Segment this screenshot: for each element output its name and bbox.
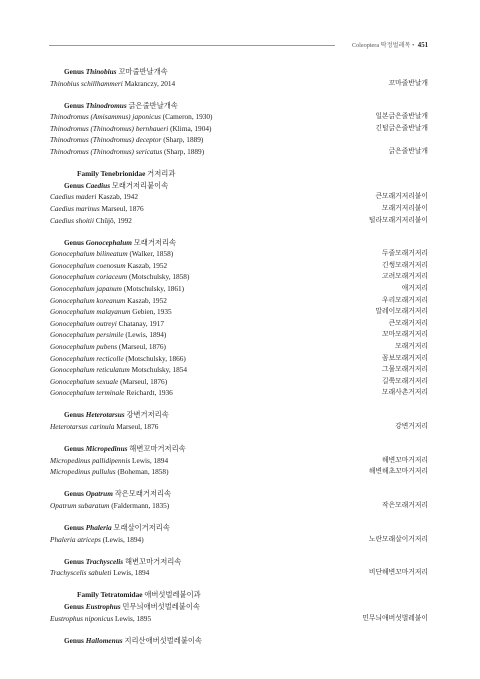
species-korean-name: 긁은줄반날개: [388, 148, 428, 156]
taxon-block: [50, 443, 428, 478]
species-korean-name: 큰모래거저리붙이: [375, 193, 428, 201]
korean-name: 강변거저리속: [126, 410, 169, 420]
taxon-block: [50, 66, 428, 89]
species-name: Gonocephalum koreanum: [50, 295, 126, 305]
taxon-name: Tetratomidae: [100, 590, 143, 600]
korean-name: 해변꼬마거저리속: [129, 444, 186, 454]
species-entry: [50, 341, 166, 353]
species-author: (Klima, 1904): [170, 123, 212, 133]
species-row: [50, 295, 428, 307]
species-name: Thinodromus (Amisammus) japonicus: [50, 112, 161, 122]
korean-name: 모래거저리속: [133, 237, 177, 247]
korean-name: 작은모래거저리속: [114, 489, 172, 499]
species-row: [50, 364, 428, 376]
species-korean-name: 애거저리: [401, 285, 428, 292]
species-row: [50, 455, 428, 467]
species-name: Thinodromus (Thinodromus) sericatus: [50, 147, 163, 157]
species-author: Kaszab, 1952: [127, 260, 168, 270]
species-row: [50, 353, 428, 365]
species-row: [50, 466, 428, 478]
species-entry: [50, 134, 203, 146]
species-korean-name: 모래거저리: [395, 342, 428, 350]
species-row: [50, 203, 428, 215]
genus-heading: [50, 180, 428, 192]
genus-heading: [50, 409, 428, 421]
species-author: (Boheman, 1858): [117, 467, 169, 477]
species-author: Marseul, 1876: [101, 203, 144, 213]
rank-label: Genus: [64, 523, 84, 533]
species-author: (Lewis, 1894): [102, 534, 144, 544]
species-row: [50, 78, 428, 90]
species-korean-name: 그물모래거저리: [382, 366, 428, 374]
species-author: Marseul, 1876: [116, 422, 159, 432]
species-author: Chatanay, 1917: [118, 318, 164, 328]
rank-label: Genus: [64, 67, 84, 76]
korean-name: 모래살이거저리속: [113, 523, 170, 533]
rank-label: Genus: [64, 602, 84, 612]
species-author: Kaszab, 1952: [127, 295, 167, 305]
species-row: [50, 271, 428, 283]
genus-heading: [50, 522, 428, 534]
species-row: [50, 341, 428, 353]
species-entry: [50, 111, 213, 123]
species-name: Micropedinus pullulus: [50, 467, 116, 477]
species-row: [50, 500, 428, 512]
species-entry: [50, 329, 166, 341]
genus-heading: [50, 66, 428, 78]
header-separator: •: [412, 42, 415, 49]
rank-label: Genus: [64, 444, 84, 454]
species-name: Caedius maderi: [50, 192, 97, 202]
species-row: [50, 260, 428, 272]
species-entry: [50, 203, 144, 215]
species-entry: [50, 567, 149, 579]
species-korean-name: 꼬마모래거저리: [382, 331, 428, 339]
taxon-block: [50, 100, 428, 158]
korean-name: 긁은줄반날개속: [128, 100, 178, 110]
species-author: (Faldermann, 1835): [111, 501, 170, 510]
species-korean-name: 꼼보모래거저리: [382, 354, 428, 362]
species-entry: [50, 78, 175, 90]
taxon-name: Trachyscelis: [85, 556, 124, 566]
korean-name: 민무늬애버섯벌레붙이속: [122, 602, 200, 612]
species-row: [50, 248, 428, 260]
rank-label: Genus: [64, 556, 84, 566]
korean-name: 거저리과: [147, 169, 176, 179]
taxon-name: Eustrophus: [85, 602, 121, 612]
taxon-name: Heterotarsus: [85, 410, 125, 420]
species-entry: [50, 364, 187, 376]
running-head: [352, 40, 428, 49]
page-number: 451: [417, 42, 428, 49]
species-author: (Sharp, 1889): [164, 147, 205, 157]
genus-heading: [50, 237, 428, 249]
species-author: (Sharp, 1889): [163, 135, 204, 145]
species-author: Lewis, 1894: [132, 455, 169, 465]
genus-heading: [50, 100, 428, 112]
species-author: Makranczy, 2014: [124, 78, 176, 88]
species-row: [50, 613, 428, 625]
species-entry: [50, 271, 189, 283]
species-row: [50, 283, 428, 295]
species-korean-name: 긴털긁은줄반날개: [375, 124, 428, 132]
korean-name: 모래거저리붙이속: [111, 180, 169, 190]
species-row: [50, 329, 428, 341]
species-name: Gonocephalum malayanum: [50, 307, 131, 317]
rank-label: Genus: [64, 410, 84, 420]
korean-name: 꼬마줄반날개속: [118, 67, 168, 76]
species-entry: [50, 500, 169, 512]
species-korean-name: 강변거저리: [395, 423, 428, 431]
species-row: [50, 146, 428, 158]
taxon-block: [50, 237, 428, 399]
korean-name: 해변꼬마거저리속: [124, 556, 182, 566]
family-heading: [50, 589, 428, 601]
species-korean-name: 모래사촌거저리: [382, 389, 428, 397]
species-row: [50, 567, 428, 579]
genus-heading: [50, 635, 428, 647]
species-row: [50, 134, 428, 146]
species-name: Eustrophus niponicus: [50, 613, 114, 623]
species-korean-name: 비단해변꼬마거저리: [368, 569, 428, 577]
species-author: Motschulsky, 1854: [131, 365, 188, 375]
species-entry: [50, 353, 186, 365]
species-author: (Marseul, 1876): [120, 376, 168, 386]
korean-name: 지리산애버섯벌레붙이속: [124, 635, 202, 645]
species-korean-name: 고려모래거저리: [382, 273, 428, 281]
species-row: [50, 111, 428, 123]
header-rule: [49, 45, 335, 46]
species-name: Gonocephalum sexuale: [50, 376, 119, 386]
species-korean-name: 큰모래거저리: [388, 319, 428, 327]
species-entry: [50, 306, 172, 318]
taxon-name: Caedius: [85, 180, 111, 190]
species-entry: [50, 146, 204, 158]
species-author: (Marseul, 1876): [118, 341, 166, 351]
species-author: Lewis, 1895: [115, 613, 152, 623]
species-korean-name: 작은모래거저리: [382, 502, 428, 509]
taxon-block: [50, 168, 428, 226]
checklist: [50, 66, 428, 657]
species-name: Heterotarsus carinula: [50, 422, 115, 432]
species-name: Gonocephalum bilineatum: [50, 249, 128, 259]
rank-label: Genus: [64, 237, 84, 247]
species-name: Gonocephalum terminale: [50, 388, 125, 398]
taxon-name: Phaleria: [85, 523, 112, 533]
species-name: Micropedinus pallidipennis: [50, 455, 131, 465]
rank-label: Genus: [64, 100, 84, 110]
species-name: Caedius marinus: [50, 203, 100, 213]
taxon-name: Micropedinus: [85, 444, 128, 454]
taxon-name: Thinodromus: [85, 100, 127, 110]
rank-label: Genus: [64, 635, 84, 645]
species-entry: [50, 215, 132, 227]
species-entry: [50, 283, 184, 295]
rank-label: Family: [77, 169, 99, 179]
species-name: Gonocephalum reticulatum: [50, 365, 130, 375]
species-korean-name: 노란모래살이거저리: [368, 535, 428, 543]
species-entry: [50, 260, 167, 272]
taxon-block: [50, 556, 428, 579]
taxon-name: Thinobius: [85, 67, 117, 76]
species-author: (Motschulsky, 1866): [125, 353, 186, 363]
species-name: Gonocephalum persimile: [50, 330, 124, 340]
taxon-name: Hallomenus: [85, 635, 123, 645]
rank-label: Genus: [64, 180, 84, 190]
korean-name: 애버섯벌레붙이과: [144, 590, 201, 600]
species-author: (Lewis, 1894): [125, 330, 167, 340]
running-title: Coleoptera 딱정벌레목: [351, 42, 411, 49]
species-name: Phaleria atriceps: [50, 534, 101, 544]
species-author: Gebien, 1935: [132, 307, 172, 317]
species-name: Trachyscelis sabuleti: [50, 568, 112, 578]
species-name: Gonocephalum japanum: [50, 284, 122, 293]
species-korean-name: 꼬마줄반날개: [388, 79, 428, 87]
taxon-block: [50, 635, 428, 647]
species-entry: [50, 376, 167, 388]
species-author: (Cameron, 1930): [162, 112, 213, 122]
species-korean-name: 해변해초꼬마거저리: [368, 468, 428, 476]
rank-label: Family: [77, 590, 99, 600]
species-author: Kaszab, 1942: [98, 192, 138, 202]
species-entry: [50, 455, 168, 467]
species-entry: [50, 613, 151, 625]
species-entry: [50, 295, 167, 307]
species-korean-name: 털라모래거저리붙이: [368, 216, 428, 224]
species-author: (Motschulsky, 1858): [129, 272, 190, 282]
species-name: Gonocephalum pubens: [50, 341, 118, 351]
species-entry: [50, 466, 169, 478]
species-entry: [50, 387, 173, 399]
species-row: [50, 376, 428, 388]
species-row: [50, 387, 428, 399]
species-entry: [50, 123, 211, 135]
species-korean-name: 민무늬애버섯벌레붙이: [362, 614, 428, 622]
species-name: Gonocephalum recticolle: [50, 353, 124, 363]
genus-heading: [50, 556, 428, 568]
family-heading: [50, 168, 428, 180]
species-korean-name: 일본긁은줄반날개: [375, 113, 428, 121]
species-entry: [50, 318, 164, 330]
taxon-block: [50, 409, 428, 432]
taxon-name: Gonocephalum: [85, 237, 132, 247]
species-korean-name: 모래거저리붙이: [382, 204, 428, 212]
taxon-block: [50, 488, 428, 511]
taxon-name: Tenebrionidae: [100, 169, 146, 179]
species-row: [50, 421, 428, 433]
genus-heading: [50, 443, 428, 455]
species-name: Thinodromus (Thinodromus) bernhaueri: [50, 123, 169, 133]
species-row: [50, 534, 428, 546]
species-korean-name: 두줄모래거저리: [382, 250, 428, 258]
species-row: [50, 318, 428, 330]
species-korean-name: 말레이모래거저리: [375, 308, 428, 316]
taxon-block: [50, 589, 428, 624]
species-row: [50, 306, 428, 318]
species-author: Reichardt, 1936: [126, 388, 173, 398]
species-row: [50, 215, 428, 227]
species-name: Thinobius schillhammeri: [50, 78, 123, 88]
species-name: Opatrum subaratum: [50, 501, 110, 510]
species-korean-name: 우리모래거저리: [382, 296, 428, 304]
taxon-name: Opatrum: [85, 489, 113, 499]
species-author: Chûjô, 1992: [95, 215, 132, 225]
species-korean-name: 긴썽모래거저리: [382, 261, 428, 269]
rank-label: Genus: [64, 489, 84, 499]
taxon-block: [50, 522, 428, 545]
species-entry: [50, 534, 144, 546]
species-name: Thinodromus (Thinodromus) deceptor: [50, 135, 162, 145]
species-name: Gonocephalum coriaceum: [50, 272, 128, 282]
species-row: [50, 191, 428, 203]
species-author: Lewis, 1894: [113, 568, 150, 578]
species-name: Gonocephalum outreyi: [50, 318, 117, 328]
species-author: (Motschulsky, 1861): [123, 284, 185, 293]
species-row: [50, 123, 428, 135]
genus-heading: [50, 601, 428, 613]
species-entry: [50, 248, 173, 260]
species-author: (Walker, 1858): [129, 249, 174, 259]
species-name: Gonocephalum coenosum: [50, 260, 126, 270]
species-entry: [50, 421, 158, 433]
species-korean-name: 해변꼬마거저리: [382, 456, 428, 464]
species-entry: [50, 191, 138, 203]
genus-heading: [50, 488, 428, 500]
species-name: Caedius shoitii: [50, 215, 94, 225]
species-korean-name: 길쭉모래거저리: [382, 377, 428, 385]
